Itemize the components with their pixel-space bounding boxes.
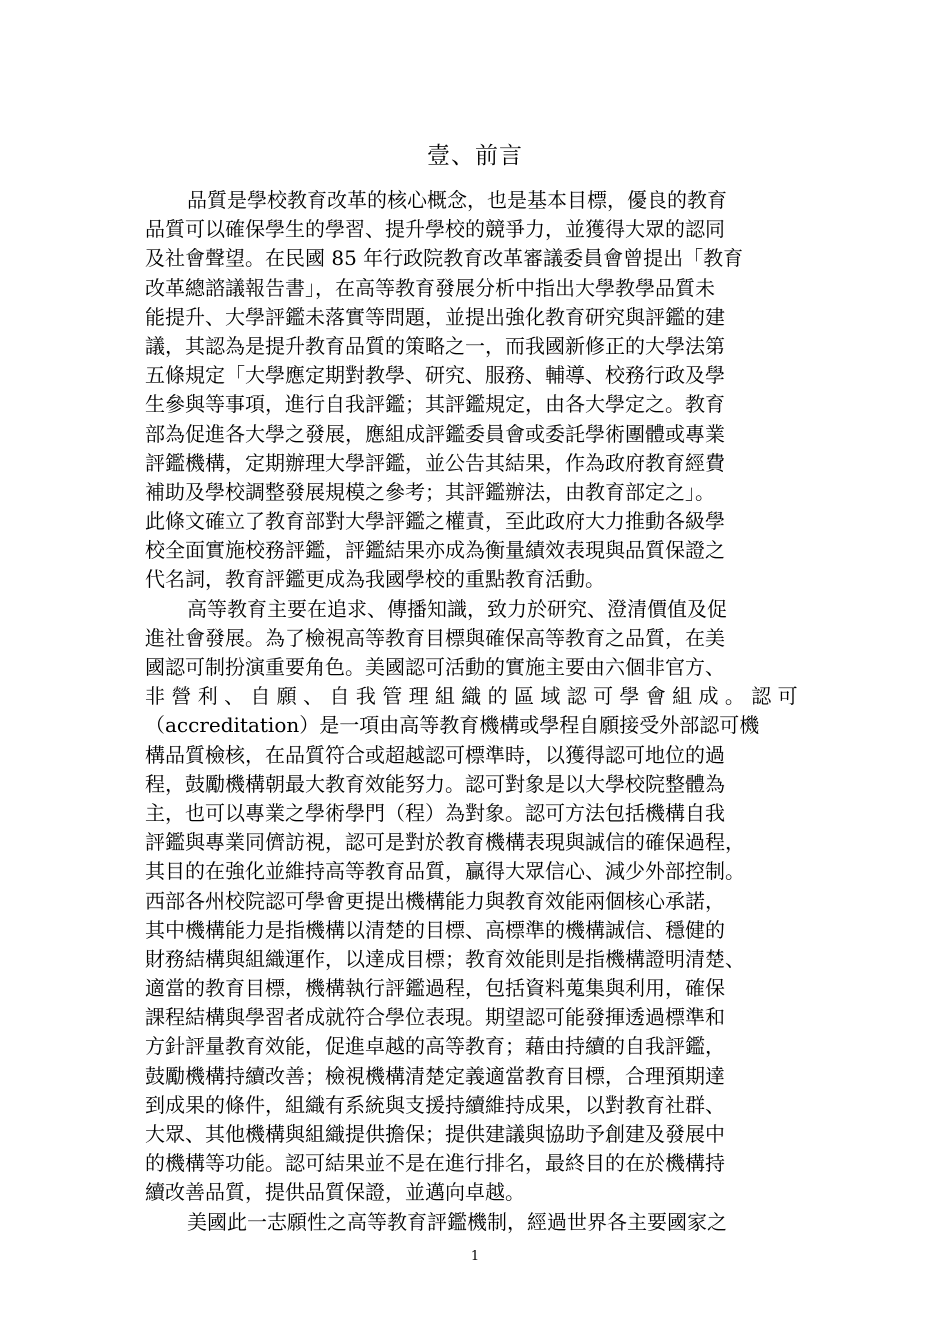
body-text xyxy=(145,186,810,1237)
paragraph-1-line: 此條文確立了教育部對大學評鑑之權責，至此政府大力推動各級學 xyxy=(145,509,725,534)
paragraph-1-line: 品質可以確保學生的學習、提升學校的競爭力，並獲得大眾的認同 xyxy=(145,217,725,242)
paragraph-2-line: 非 營 利 、 自 願 、 自 我 管 理 組 織 的 區 域 認 可 學 會 組 成 。 認 可 xyxy=(145,684,798,709)
paragraph-2-line: 續改善品質，提供品質保證，並邁向卓越。 xyxy=(145,1180,525,1205)
paragraph-2-line: 適當的教育目標，機構執行評鑑過程，包括資料蒐集與利用，確保 xyxy=(145,976,725,1001)
paragraph-2-line: 鼓勵機構持續改善；檢視機構清楚定義適當教育目標，合理預期達 xyxy=(145,1063,725,1088)
paragraph-2-line: 國認可制扮演重要角色。美國認可活動的實施主要由六個非官方、 xyxy=(145,655,725,679)
paragraph-2-line: 進社會發展。為了檢視高等教育目標與確保高等教育之品質，在美 xyxy=(145,625,725,650)
paragraph-1-line: 能提升、大學評鑑未落實等問題，並提出強化教育研究與評鑑的建 xyxy=(145,304,725,329)
paragraph-1-line: 改革總諮議報告書」，在高等教育發展分析中指出大學教學品質未 xyxy=(145,275,715,300)
paragraph-1-line: 代名詞，教育評鑑更成為我國學校的重點教育活動。 xyxy=(145,567,605,592)
paragraph-2-line: 評鑑與專業同儕訪視，認可是對於教育機構表現與誠信的確保過程， xyxy=(145,830,745,855)
page-number: 1 xyxy=(470,1249,480,1264)
paragraph-1-line: 部為促進各大學之發展，應組成評鑑委員會或委託學術團體或專業 xyxy=(145,421,725,446)
paragraph-2-line: 程，鼓勵機構朝最大教育效能努力。認可對象是以大學校院整體為 xyxy=(145,771,725,796)
paragraph-2-line: 到成果的條件，組織有系統與支援持續維持成果，以對教育社群、 xyxy=(145,1092,725,1117)
paragraph-2-line: 大眾、其他機構與組織提供擔保；提供建議與協助予創建及發展中 xyxy=(145,1122,725,1146)
paragraph-1-line: 及社會聲望。在民國 85 年行政院教育改革審議委員會曾提出「教育 xyxy=(145,246,744,271)
paragraph-2-line: 方針評量教育效能，促進卓越的高等教育；藉由持續的自我評鑑， xyxy=(145,1034,725,1059)
paragraph-2-line: 構品質檢核，在品質符合或超越認可標準時，以獲得認可地位的過 xyxy=(145,742,725,767)
paragraph-2-line: 其中機構能力是指機構以清楚的目標、高標準的機構誠信、穩健的 xyxy=(145,917,725,942)
paragraph-2-line: 課程結構與學習者成就符合學位表現。期望認可能發揮透過標準和 xyxy=(145,1005,725,1030)
paragraph-1-line: 品質是學校教育改革的核心概念，也是基本目標，優良的教育 xyxy=(187,188,727,212)
paragraph-1-line: 校全面實施校務評鑑，評鑑結果亦成為衡量績效表現與品質保證之 xyxy=(145,538,725,563)
paragraph-2-line: 主，也可以專業之學術學門（程）為對象。認可方法包括機構自我 xyxy=(145,800,725,825)
paragraph-2-line: （accreditation）是一項由高等教育機構或學程自願接受外部認可機 xyxy=(145,713,760,738)
paragraph-1-line: 評鑑機構，定期辦理大學評鑑，並公告其結果，作為政府教育經費 xyxy=(145,450,725,475)
page-title: 壹、前言 xyxy=(427,143,523,169)
paragraph-2-line: 高等教育主要在追求、傳播知識，致力於研究、澄清價值及促 xyxy=(187,596,727,621)
paragraph-1-line: 補助及學校調整發展規模之參考；其評鑑辦法，由教育部定之」。 xyxy=(145,479,715,504)
paragraph-2-line: 其目的在強化並維持高等教育品質，贏得大眾信心、減少外部控制。 xyxy=(145,859,745,884)
paragraph-2-line: 的機構等功能。認可結果並不是在進行排名，最終目的在於機構持 xyxy=(145,1151,725,1176)
paragraph-1-line: 生參與等事項，進行自我評鑑；其評鑑規定，由各大學定之。教育 xyxy=(145,392,725,417)
paragraph-1-line: 議，其認為是提升教育品質的策略之一，而我國新修正的大學法第 xyxy=(145,333,725,358)
paragraph-1-line: 五條規定「大學應定期對教學、研究、服務、輔導、校務行政及學 xyxy=(145,363,725,388)
paragraph-3-line: 美國此一志願性之高等教育評鑑機制，經過世界各主要國家之 xyxy=(187,1209,727,1234)
paragraph-2-line: 西部各州校院認可學會更提出機構能力與教育效能兩個核心承諾， xyxy=(145,888,725,913)
paragraph-2-line: 財務結構與組織運作，以達成目標；教育效能則是指機構證明清楚、 xyxy=(145,946,745,971)
